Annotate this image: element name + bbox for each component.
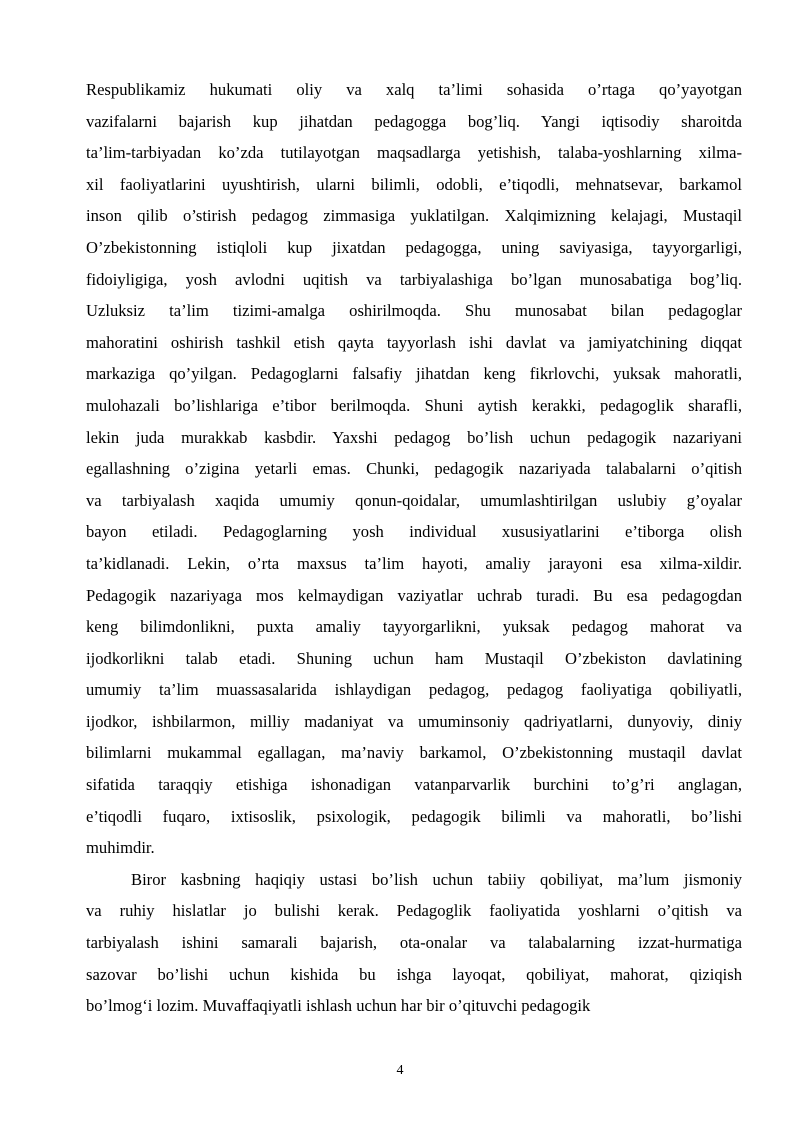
page-number: 4 (396, 1063, 404, 1078)
text-line: egallashning o’zigina yetarli emas. Chunki, pedagogik nazariyada talabalarni o’qitish (86, 459, 742, 479)
text-line: bo’lmog‘i lozim. Muvaffaqiyatli ishlash uchun har bir o’qituvchi pedagogik (86, 996, 591, 1016)
text-line: mahoratini oshirish tashkil etish qayta tayyorlash ishi davlat va jamiyatchining diqqat (86, 332, 742, 352)
text-line: tarbiyalash ishini samarali bajarish, ota-onalar va talabalarning izzat-hurmatiga (86, 933, 742, 953)
text-line: sazovar bo’lishi uchun kishida bu ishga layoqat, qobiliyat, mahorat, qiziqish (86, 964, 742, 984)
text-line: O’zbekistonning istiqloli kup jixatdan pedagogga, uning saviyasiga, tayyorgarligi, (86, 237, 742, 257)
text-line: ta’lim-tarbiyadan ko’zda tutilayotgan maqsadlarga yetishish, talaba-yoshlarning xilma- (86, 143, 742, 163)
text-line: ijodkorlikni talab etadi. Shuning uchun ham Mustaqil O’zbekiston davlatining (86, 648, 742, 668)
text-line: lekin juda murakkab kasbdir. Yaxshi pedagog bo’lish uchun pedagogik nazariyani (86, 427, 742, 447)
text-line: umumiy ta’lim muassasalarida ishlaydigan pedagog, pedagog faoliyatiga qobiliyatli, (86, 680, 742, 700)
text-line: fidoiyligiga, yosh avlodni uqitish va tarbiyalashiga bo’lgan munosabatiga bog’liq. (86, 269, 742, 289)
body-text (86, 74, 742, 1022)
text-line: keng bilimdonlikni, puxta amaliy tayyorgarlikni, yuksak pedagog mahorat va (86, 617, 742, 637)
text-line: sifatida taraqqiy etishiga ishonadigan vatanparvarlik burchini to’g’ri anglagan, (86, 775, 742, 795)
text-line: Biror kasbning haqiqiy ustasi bo’lish uchun tabiiy qobiliyat, ma’lum jismoniy (131, 869, 742, 889)
text-line: ta’kidlanadi. Lekin, o’rta maxsus ta’lim hayoti, amaliy jarayoni esa xilma-xildir. (86, 553, 742, 573)
text-line: Uzluksiz ta’lim tizimi-amalga oshirilmoqda. Shu munosabat bilan pedagoglar (86, 301, 742, 321)
text-line: Respublikamiz hukumati oliy va xalq ta’limi sohasida o’rtaga qo’yayotgan (86, 80, 742, 99)
text-line: bayon etiladi. Pedagoglarning yosh individual xususiyatlarini e’tiborga olish (86, 522, 742, 542)
text-line: muhimdir. (86, 838, 155, 858)
text-line: xil faoliyatlarini uyushtirish, ularni bilimli, odobli, e’tiqodli, mehnatsevar, barkamol (86, 174, 742, 194)
text-line: bilimlarni mukammal egallagan, ma’naviy barkamol, O’zbekistonning mustaqil davlat (86, 743, 742, 763)
text-line: ijodkor, ishbilarmon, milliy madaniyat va umuminsoniy qadriyatlarni, dunyoviy, diniy (86, 711, 742, 731)
text-line: vazifalarni bajarish kup jihatdan pedagogga bog’liq. Yangi iqtisodiy sharoitda (86, 111, 742, 131)
text-line: va tarbiyalash xaqida umumiy qonun-qoidalar, umumlashtirilgan uslubiy g’oyalar (86, 490, 742, 510)
text-line: e’tiqodli fuqaro, ixtisoslik, psixologik, pedagogik bilimli va mahoratli, bo’lishi (86, 806, 742, 826)
text-line: mulohazali bo’lishlariga e’tibor berilmoqda. Shuni aytish kerakki, pedagoglik sharafli, (86, 395, 742, 415)
text-line: Pedagogik nazariyaga mos kelmaydigan vaziyatlar uchrab turadi. Bu esa pedagogdan (86, 585, 742, 605)
text-line: inson qilib o’stirish pedagog zimmasiga yuklatilgan. Xalqimizning kelajagi, Mustaqil (86, 206, 742, 226)
text-line: markaziga qo’yilgan. Pedagoglarni falsafiy jihatdan keng fikrlovchi, yuksak mahoratli, (86, 364, 742, 384)
text-line: va ruhiy hislatlar jo bulishi kerak. Pedagoglik faoliyatida yoshlarni o’qitish va (86, 901, 742, 921)
